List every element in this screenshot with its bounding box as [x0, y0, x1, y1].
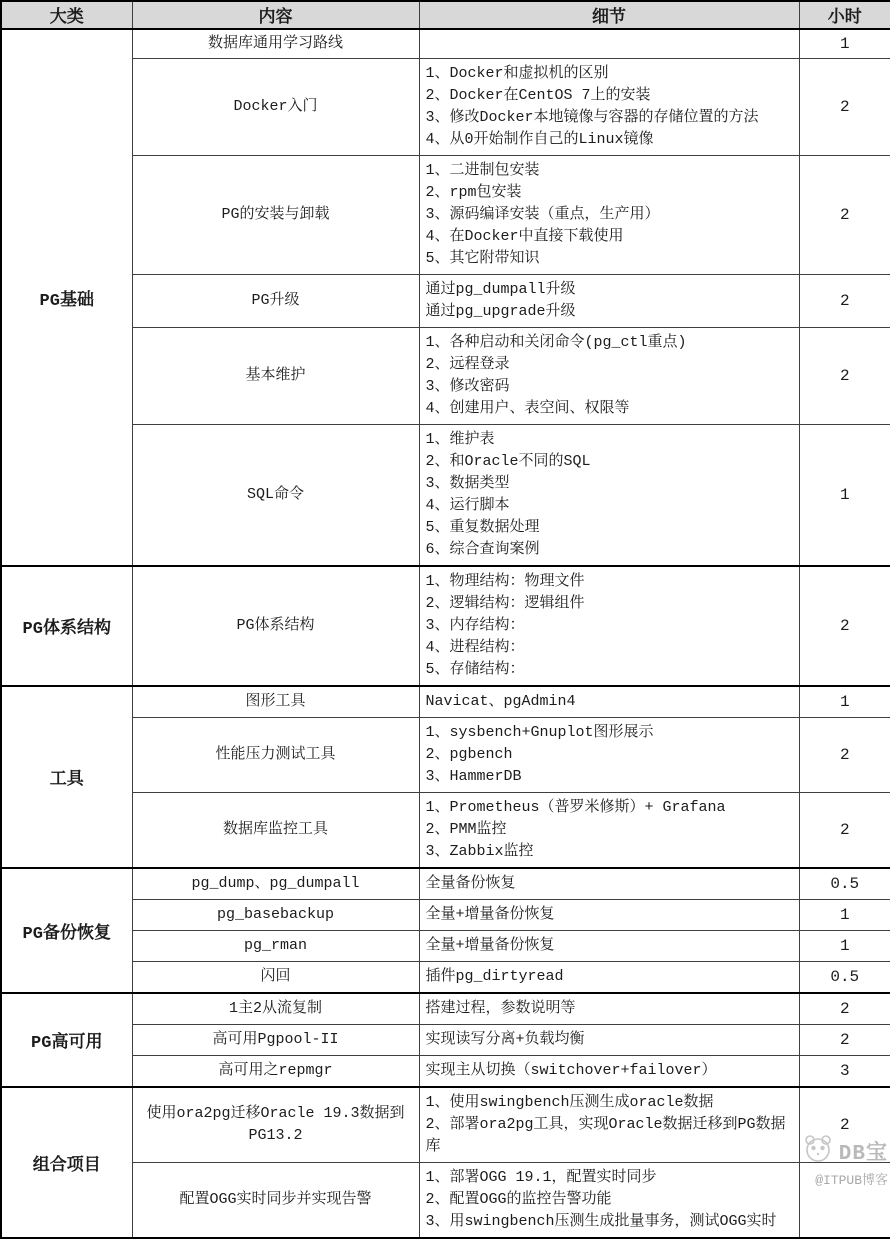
detail-line: 3、用swingbench压测生成批量事务，测试OGG实时 — [425, 1213, 777, 1230]
content-cell: 数据库监控工具 — [132, 793, 419, 869]
category-cell: 工具 — [1, 686, 132, 868]
detail-line: 3、修改Docker本地镜像与容器的存储位置的方法 — [425, 109, 759, 126]
hours-cell: 0.5 — [799, 962, 890, 994]
detail-line: 搭建过程，参数说明等 — [425, 1000, 576, 1017]
table-row — [1, 868, 890, 900]
details-cell — [419, 1025, 799, 1056]
details-cell — [419, 566, 799, 686]
detail-line: 实现主从切换（switchover+failover） — [425, 1062, 717, 1079]
details-cell — [419, 686, 799, 718]
detail-line: 2、和Oracle不同的SQL — [425, 453, 591, 470]
hours-cell: 1 — [799, 29, 890, 59]
table-row — [1, 59, 890, 156]
hours-cell — [799, 1163, 890, 1239]
category-cell: PG基础 — [1, 29, 132, 566]
detail-line: 6、综合查询案例 — [425, 541, 540, 558]
detail-line: 2、逻辑结构：逻辑组件 — [425, 595, 585, 612]
table-row — [1, 1163, 890, 1239]
hours-cell: 0.5 — [799, 868, 890, 900]
hours-cell: 2 — [799, 59, 890, 156]
content-cell: 高可用Pgpool-II — [132, 1025, 419, 1056]
table-row — [1, 718, 890, 793]
details-cell — [419, 1056, 799, 1088]
detail-line: 3、Zabbix监控 — [425, 843, 534, 860]
detail-line: 2、pgbench — [425, 746, 513, 763]
detail-line: 3、数据类型 — [425, 475, 510, 492]
content-cell: 数据库通用学习路线 — [132, 29, 419, 59]
detail-line: 通过pg_dumpall升级 — [425, 281, 576, 298]
hours-cell: 2 — [799, 328, 890, 425]
hours-cell: 2 — [799, 718, 890, 793]
detail-line: 1、Prometheus（普罗米修斯）+ Grafana — [425, 799, 726, 816]
detail-line: 1、Docker和虚拟机的区别 — [425, 65, 609, 82]
detail-line: 2、Docker在CentOS 7上的安装 — [425, 87, 651, 104]
content-cell: SQL命令 — [132, 425, 419, 567]
content-cell: 配置OGG实时同步并实现告警 — [132, 1163, 419, 1239]
detail-line: 4、进程结构： — [425, 639, 525, 656]
table-body — [1, 29, 890, 1238]
table-row — [1, 900, 890, 931]
hours-cell: 2 — [799, 566, 890, 686]
hours-cell: 1 — [799, 425, 890, 567]
detail-line: 2、远程登录 — [425, 356, 510, 373]
category-cell: 组合项目 — [1, 1087, 132, 1238]
detail-line: 4、创建用户、表空间、权限等 — [425, 400, 630, 417]
detail-line: 1、sysbench+Gnuplot图形展示 — [425, 724, 654, 741]
details-cell — [419, 931, 799, 962]
content-cell: pg_rman — [132, 931, 419, 962]
detail-line: 实现读写分离+负载均衡 — [425, 1031, 585, 1048]
table-row — [1, 1025, 890, 1056]
table-row — [1, 1056, 890, 1088]
hours-cell: 1 — [799, 931, 890, 962]
detail-line: 5、重复数据处理 — [425, 519, 540, 536]
hours-cell: 1 — [799, 900, 890, 931]
category-cell: PG体系结构 — [1, 566, 132, 686]
content-cell: 基本维护 — [132, 328, 419, 425]
header-content: 内容 — [132, 1, 419, 29]
details-cell — [419, 718, 799, 793]
content-cell: Docker入门 — [132, 59, 419, 156]
detail-line: 4、从0开始制作自己的Linux镜像 — [425, 131, 654, 148]
detail-line: 全量备份恢复 — [425, 875, 516, 892]
content-cell: pg_basebackup — [132, 900, 419, 931]
detail-line: 1、使用swingbench压测生成oracle数据 — [425, 1094, 714, 1111]
detail-line: 3、修改密码 — [425, 378, 510, 395]
content-cell: pg_dump、pg_dumpall — [132, 868, 419, 900]
detail-line: 2、部署ora2pg工具，实现Oracle数据迁移到PG数据库 — [425, 1116, 786, 1155]
details-cell — [419, 29, 799, 59]
detail-line: 1、维护表 — [425, 431, 495, 448]
hours-cell: 2 — [799, 993, 890, 1025]
content-cell: 性能压力测试工具 — [132, 718, 419, 793]
content-cell: PG体系结构 — [132, 566, 419, 686]
table-row — [1, 686, 890, 718]
detail-line: 5、其它附带知识 — [425, 250, 540, 267]
details-cell — [419, 275, 799, 328]
watermark-name: DB宝 — [838, 1142, 888, 1166]
content-cell: 图形工具 — [132, 686, 419, 718]
detail-line: 4、运行脚本 — [425, 497, 510, 514]
content-cell: 使用ora2pg迁移Oracle 19.3数据到PG13.2 — [132, 1087, 419, 1163]
detail-line: 全量+增量备份恢复 — [425, 937, 555, 954]
details-cell — [419, 1163, 799, 1239]
detail-line: 5、存储结构： — [425, 661, 525, 678]
content-cell: PG升级 — [132, 275, 419, 328]
content-cell: 1主2从流复制 — [132, 993, 419, 1025]
detail-line: 插件pg_dirtyread — [425, 968, 564, 985]
detail-line: 4、在Docker中直接下载使用 — [425, 228, 624, 245]
hours-cell: 2 — [799, 275, 890, 328]
details-cell — [419, 328, 799, 425]
hours-cell: 3 — [799, 1056, 890, 1088]
table-row — [1, 1087, 890, 1163]
content-cell: PG的安装与卸载 — [132, 156, 419, 275]
hours-cell: 2 — [799, 156, 890, 275]
table-row — [1, 566, 890, 686]
details-cell — [419, 59, 799, 156]
detail-line: 2、配置OGG的监控告警功能 — [425, 1191, 612, 1208]
table-row — [1, 425, 890, 567]
hours-cell: 1 — [799, 686, 890, 718]
detail-line: 2、rpm包安装 — [425, 184, 522, 201]
header-row — [1, 1, 890, 29]
hours-cell: 2 — [799, 1025, 890, 1056]
detail-line: 3、源码编译安装（重点，生产用） — [425, 206, 660, 223]
details-cell — [419, 868, 799, 900]
table-row — [1, 931, 890, 962]
hours-cell: 2 — [799, 1087, 890, 1163]
category-cell: PG高可用 — [1, 993, 132, 1087]
detail-line: 3、HammerDB — [425, 768, 522, 785]
detail-line: 2、PMM监控 — [425, 821, 507, 838]
details-cell — [419, 1087, 799, 1163]
table-row — [1, 29, 890, 59]
detail-line: Navicat、pgAdmin4 — [425, 693, 576, 710]
table-row — [1, 793, 890, 869]
hours-cell: 2 — [799, 793, 890, 869]
content-cell: 闪回 — [132, 962, 419, 994]
details-cell — [419, 993, 799, 1025]
details-cell — [419, 156, 799, 275]
details-cell — [419, 962, 799, 994]
header-details: 细节 — [419, 1, 799, 29]
detail-line: 通过pg_upgrade升级 — [425, 303, 576, 320]
detail-line: 3、内存结构： — [425, 617, 525, 634]
detail-line: 全量+增量备份恢复 — [425, 906, 555, 923]
detail-line: 1、部署OGG 19.1，配置实时同步 — [425, 1169, 657, 1186]
watermark-handle: @ITPUB博客 — [815, 1173, 888, 1188]
detail-line: 1、物理结构：物理文件 — [425, 573, 585, 590]
detail-line: 1、各种启动和关闭命令(pg_ctl重点) — [425, 334, 687, 351]
details-cell — [419, 425, 799, 567]
details-cell — [419, 900, 799, 931]
table-row — [1, 962, 890, 994]
category-cell: PG备份恢复 — [1, 868, 132, 993]
header-hours: 小时 — [799, 1, 890, 29]
table-row — [1, 156, 890, 275]
header-category: 大类 — [1, 1, 132, 29]
detail-line: 1、二进制包安装 — [425, 162, 540, 179]
table-row — [1, 993, 890, 1025]
table-row — [1, 328, 890, 425]
table-row — [1, 275, 890, 328]
details-cell — [419, 793, 799, 869]
content-cell: 高可用之repmgr — [132, 1056, 419, 1088]
